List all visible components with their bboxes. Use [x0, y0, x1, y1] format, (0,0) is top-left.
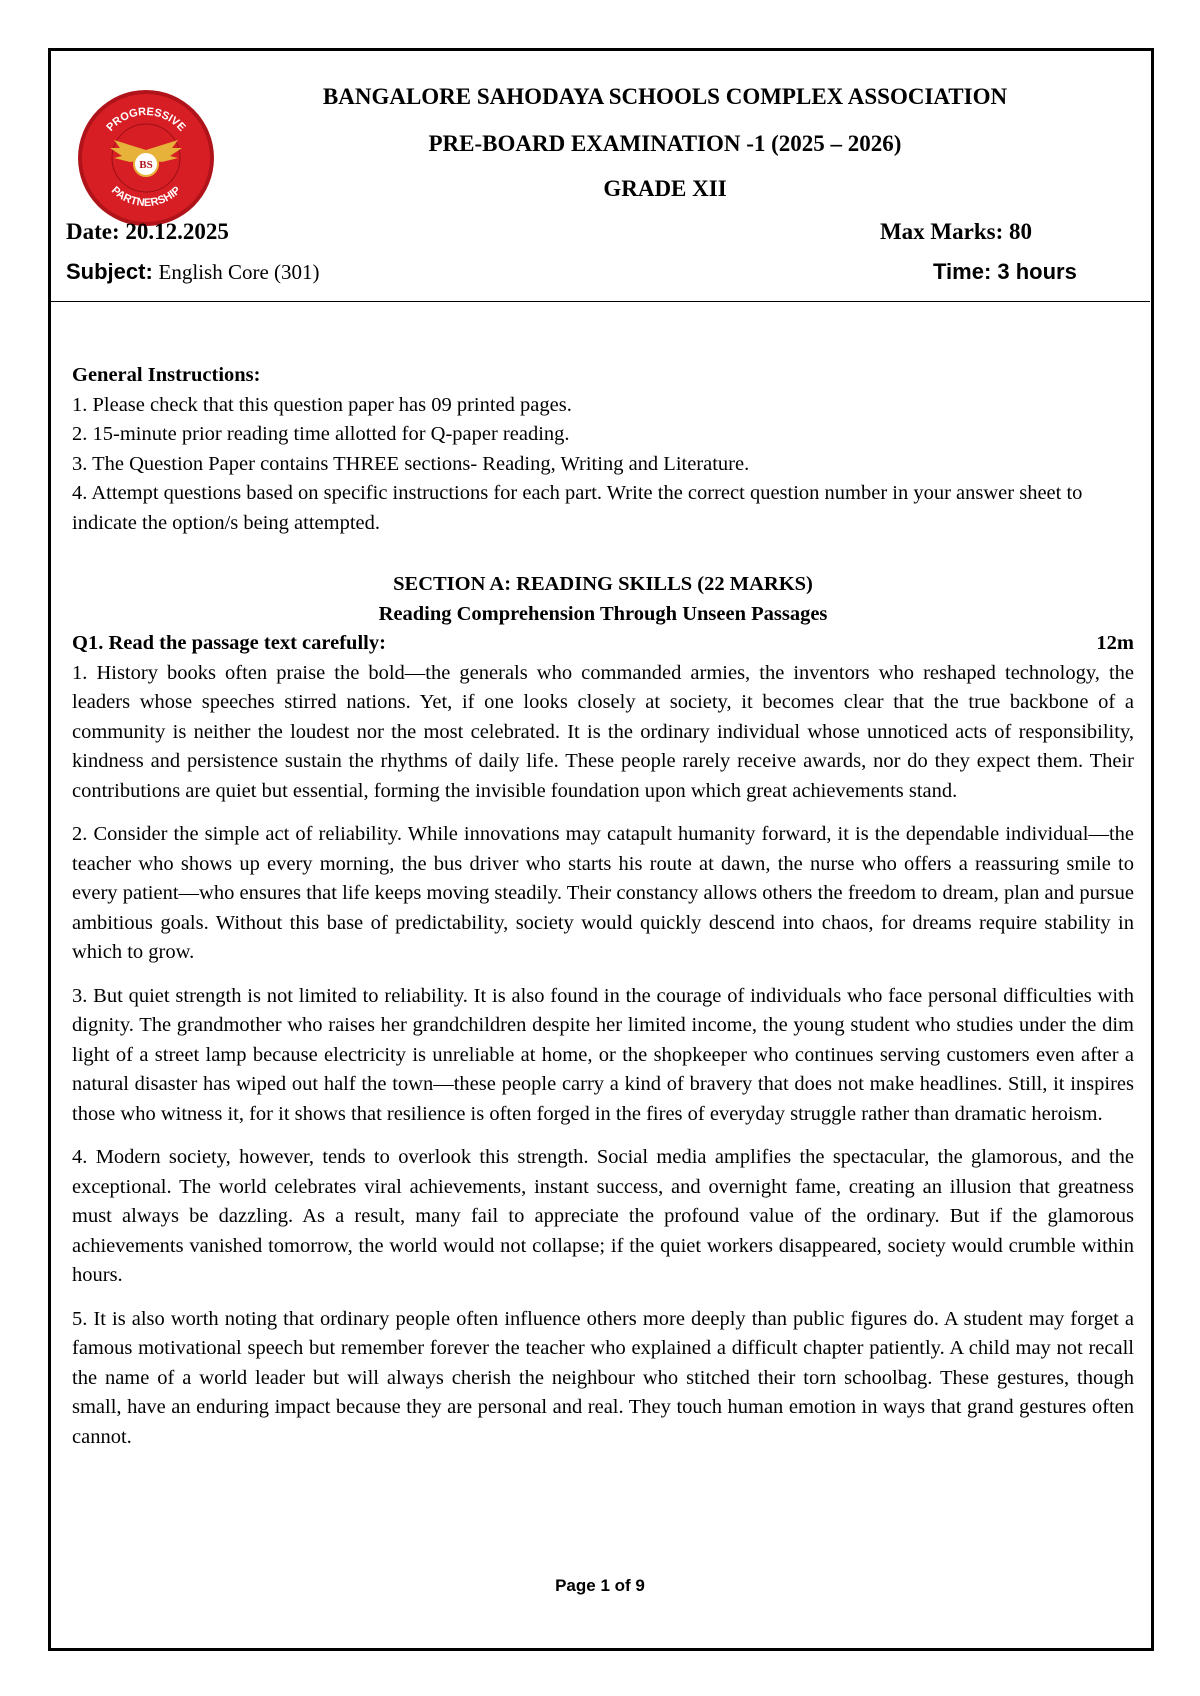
- instruction-item: 4. Attempt questions based on specific instructions for each part. Write the correct question number in your answer sheet to indicate the option/s being attempted.: [72, 482, 1083, 534]
- subject-line: [66, 259, 320, 285]
- subject-label: Subject:: [66, 259, 153, 284]
- page-number: [0, 1576, 1200, 1596]
- page-total: 9: [635, 1576, 645, 1595]
- question-marks: 12m: [1096, 632, 1134, 654]
- section-a: [72, 570, 1134, 1466]
- page-prefix: Page: [555, 1576, 601, 1595]
- question-heading: [72, 629, 1134, 659]
- school-logo: [76, 88, 216, 228]
- passage-paragraph: 5. It is also worth noting that ordinary people often influence others more deeply than public figures do. A student may forget a famous motivational speech but remember forever the teacher who explained a difficult chapter patiently. A child may not recall the name of a world leader but will always cherish the neighbour who stitched their torn schoolbag. These gestures, though small, have an enduring impact because they are personal and real. They touch human emotion in ways that grand gestures often cannot.: [72, 1307, 1134, 1448]
- exam-time: Time: 3 hours: [933, 259, 1077, 284]
- general-instructions: [72, 361, 1134, 538]
- grade-title: GRADE XII: [603, 176, 727, 201]
- instruction-item: 2. 15-minute prior reading time allotted for Q-paper reading.: [72, 423, 570, 445]
- logo-top-text: PROGRESSIVE: [104, 105, 188, 134]
- instruction-item: 3. The Question Paper contains THREE sections- Reading, Writing and Literature.: [72, 452, 750, 475]
- logo-monogram: BS: [139, 159, 153, 171]
- exam-date: Date: 20.12.2025: [66, 219, 229, 244]
- page-sep: of: [609, 1576, 636, 1595]
- passage-paragraph: 4. Modern society, however, tends to overlook this strength. Social media amplifies the spectacular, the glamorous, and the exceptional. The world celebrates viral achievements, instant success, and overnight fame, creating an illusion that greatness must always be dazzling. As a result, many fail to appreciate the profound value of the ordinary. But if the glamorous achievements vanished tomorrow, the world would not collapse; if the quiet workers disappeared, society would crumble within hours.: [72, 1146, 1134, 1286]
- exam-title: PRE-BOARD EXAMINATION -1 (2025 – 2026): [428, 131, 902, 156]
- header-divider: [50, 301, 1150, 302]
- question-text: Q1. Read the passage text carefully:: [72, 632, 386, 654]
- page-current: 1: [600, 1576, 610, 1595]
- passage-paragraph: 2. Consider the simple act of reliability. While innovations may catapult humanity forward, it is the dependable individual—the teacher who shows up every morning, the bus driver who starts his route at dawn, the nurse who offers a reassuring smile to every patient—who ensures that life keeps moving steadily. Their constancy allows others the freedom to dream, plan and pursue ambitious goals. Without this base of predictability, society would quickly descend into chaos, for dreams require stability in which to grow.: [72, 823, 1134, 963]
- subject-value: English Core (301): [158, 260, 320, 284]
- logo-bottom-text: PARTNERSHIP: [108, 184, 184, 210]
- passage-paragraph: 3. But quiet strength is not limited to reliability. It is also found in the courage of individuals who face personal difficulties with dignity. The grandmother who raises her grandchildren despite her limited income, the young student who studies under the dim light of a street lamp because electricity is unreliable at home, or the shopkeeper who continues serving customers even after a natural disaster has wiped out half the town—these people carry a kind of bravery that does not make headlines. Still, it inspires those who witness it, for it shows that resilience is often forged in the fires of everyday struggle rather than dramatic heroism.: [72, 984, 1134, 1125]
- max-marks: Max Marks: 80: [879, 219, 1032, 244]
- instruction-item: 1. Please check that this question paper has 09 printed pages.: [72, 393, 572, 416]
- section-subtitle: Reading Comprehension Through Unseen Passages: [378, 602, 828, 625]
- association-name: BANGALORE SAHODAYA SCHOOLS COMPLEX ASSOCIATION: [322, 84, 1008, 109]
- passage-paragraph: 1. History books often praise the bold—the generals who commanded armies, the inventors who reshaped technology, the leaders whose speeches stirred nations. Yet, if one looks closely at society, it becomes clear that the true backbone of a community is neither the loudest nor the most celebrated. It is the ordinary individual whose unnoticed acts of responsibility, kindness and persistence sustain the rhythms of daily life. These people rarely receive awards, nor do they expect them. Their contributions are quiet but essential, forming the invisible foundation upon which great achievements stand.: [72, 661, 1134, 802]
- section-title: SECTION A: READING SKILLS (22 MARKS): [393, 573, 813, 595]
- instructions-title: General Instructions:: [72, 364, 261, 386]
